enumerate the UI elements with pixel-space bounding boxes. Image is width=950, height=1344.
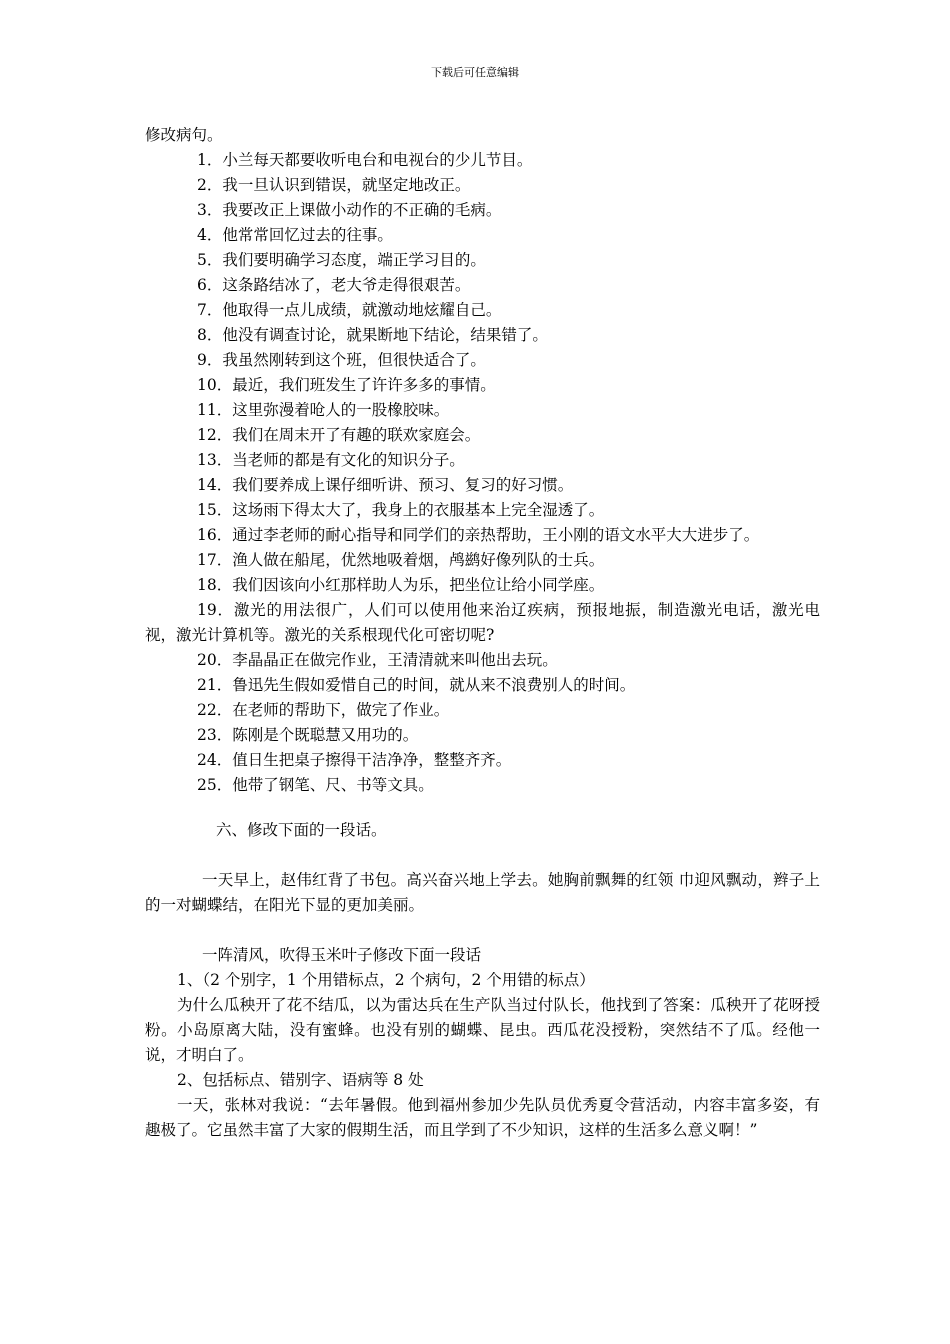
list-item: 11．这里弥漫着呛人的一股橡胶味。 xyxy=(197,401,450,419)
paragraph: 一天早上，赵伟红背了书包。高兴奋兴地上学去。她胸前飘舞的红领 巾迎风飘动，辫子上的一对蝴蝶结，在阳光下显的更加美丽。 xyxy=(145,871,820,914)
list-item: 1．小兰每天都要收听电台和电视台的少儿节目。 xyxy=(197,151,533,169)
list-item: 5．我们要明确学习态度，端正学习目的。 xyxy=(197,251,486,269)
list-item: 14．我们要养成上课仔细听讲、预习、复习的好习惯。 xyxy=(197,476,574,494)
list-item: 25．他带了钢笔、尺、书等文具。 xyxy=(197,776,434,794)
list-item: 9．我虽然刚转到这个班，但很快适合了。 xyxy=(197,351,486,369)
exercise-text: 为什么瓜秧开了花不结瓜，以为雷达兵在生产队当过付队长，他找到了答案：瓜秧开了花呀授粉。小岛原离大陆，没有蜜蜂。也没有别的蝴蝶、昆虫。西瓜花没授粉，突然结不了瓜。经他一说，才明白了。 xyxy=(145,996,820,1064)
document-body xyxy=(145,123,820,1143)
list-item: 6．这条路结冰了，老大爷走得很艰苦。 xyxy=(197,276,471,294)
exercise-text: 一天，张林对我说：“去年暑假。他到福州参加少先队员优秀夏令营活动，内容丰富多姿，有趣极了。它虽然丰富了大家的假期生活，而且学到了不少知识，这样的生活多么意义啊！” xyxy=(145,1096,820,1139)
list-item: 4．他常常回忆过去的往事。 xyxy=(197,226,393,244)
list-item: 10．最近，我们班发生了许许多多的事情。 xyxy=(197,376,496,394)
list-item: 7．他取得一点儿成绩，就激动地炫耀自己。 xyxy=(197,301,502,319)
list-item: 8．他没有调查讨论，就果断地下结论，结果错了。 xyxy=(197,326,548,344)
exercise-label: 2、包括标点、错别字、语病等 8 处 xyxy=(177,1071,424,1089)
list-item: 16．通过李老师的耐心指导和同学们的亲热帮助，王小刚的语文水平大大进步了。 xyxy=(197,526,760,544)
list-item: 2．我一旦认识到错误，就坚定地改正。 xyxy=(197,176,471,194)
list-item: 17．渔人做在船尾，优然地吸着烟，鸬鹚好像列队的士兵。 xyxy=(197,551,605,569)
list-item: 12．我们在周末开了有趣的联欢家庭会。 xyxy=(197,426,481,444)
list-item: 18．我们因该向小红那样助人为乐，把坐位让给小同学座。 xyxy=(197,576,605,594)
list-item: 3．我要改正上课做小动作的不正确的毛病。 xyxy=(197,201,502,219)
list-item: 13．当老师的都是有文化的知识分子。 xyxy=(197,451,465,469)
list-item: 24．值日生把桌子擦得干洁净净，整整齐齐。 xyxy=(197,751,512,769)
exercise-label: 1、（2 个别字，1 个用错标点，2 个病句，2 个用错的标点） xyxy=(177,971,595,989)
paragraph: 一阵清风，吹得玉米叶子修改下面一段话 xyxy=(202,946,482,964)
page-header: 下载后可任意编辑 xyxy=(431,66,519,79)
list-item: 21．鲁迅先生假如爱惜自己的时间，就从来不浪费别人的时间。 xyxy=(197,676,636,694)
section-title: 修改病句。 xyxy=(145,126,223,144)
list-item: 22．在老师的帮助下，做完了作业。 xyxy=(197,701,450,719)
list-item: 20．李晶晶正在做完作业，王清清就来叫他出去玩。 xyxy=(197,651,558,669)
list-item: 15．这场雨下得太大了，我身上的衣服基本上完全湿透了。 xyxy=(197,501,605,519)
section-heading: 六、修改下面的一段话。 xyxy=(216,821,387,839)
list-item: 23．陈刚是个既聪慧又用功的。 xyxy=(197,726,419,744)
list-item: 19．激光的用法很广，人们可以使用他来治辽疾病，预报地振，制造激光电话，激光电视，激光计算机等。激光的关系根现代化可密切呢? xyxy=(145,601,820,644)
